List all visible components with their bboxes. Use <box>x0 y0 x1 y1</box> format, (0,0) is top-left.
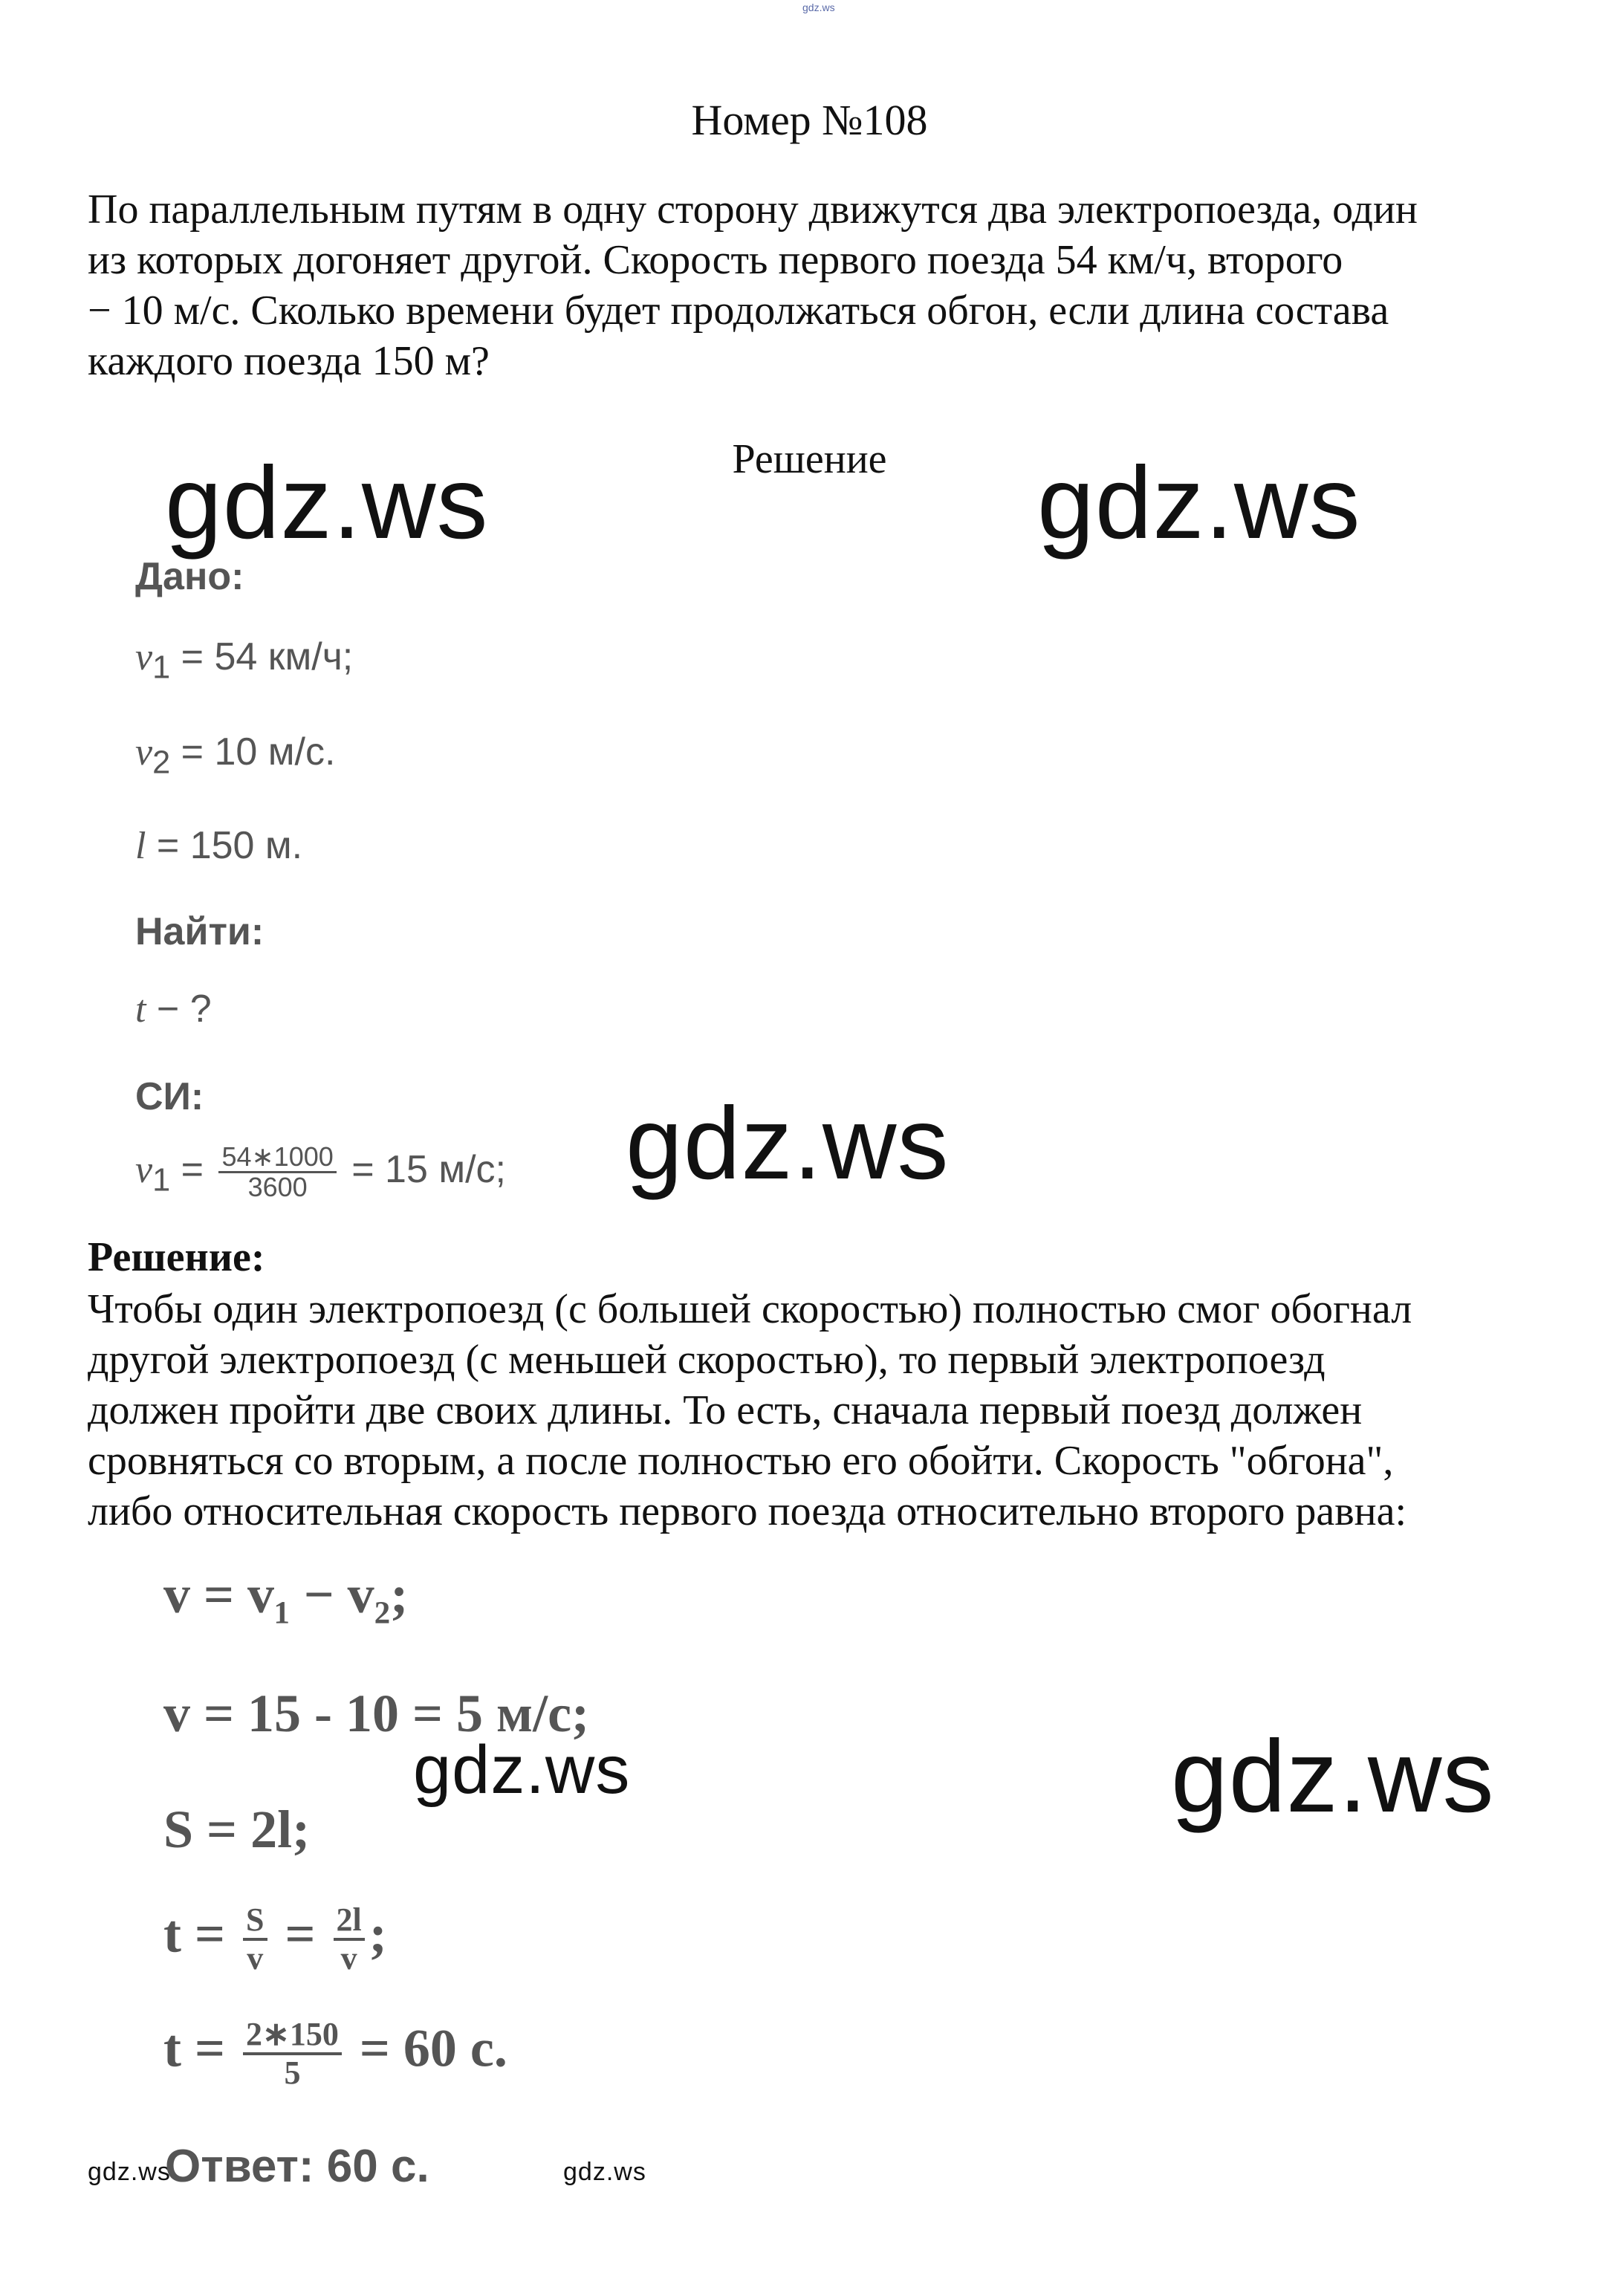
fraction: $\frac{2∗150}{5}$ <box>243 2017 342 2091</box>
watermark: gdz.ws <box>1037 446 1361 560</box>
body-line: Чтобы один электропоезд (с большей скоростью) полностью смог обогнал <box>88 1286 1412 1332</box>
body-heading: Решение: <box>88 1234 265 1280</box>
find-value: t − ? <box>135 988 212 1031</box>
watermark: gdz.ws <box>165 446 489 560</box>
body-line: либо относительная скорость первого поезда относительно второго равна: <box>88 1488 1407 1534</box>
formula-distance: S = 2l; <box>163 1800 311 1859</box>
watermark: gdz.ws <box>563 2158 646 2186</box>
problem-line: из которых догоняет другой. Скорость первого поезда 54 км/ч, второго <box>88 237 1343 283</box>
watermark: gdz.ws <box>626 1086 950 1201</box>
formula-speed-value: v = 15 - 10 = 5 м/с; <box>163 1684 590 1743</box>
body-line: сровняться со вторым, а после полностью его обойти. Скорость "обгона", <box>88 1438 1394 1484</box>
page-title: Номер №108 <box>691 96 928 144</box>
given-l: l = 150 м. <box>135 824 303 867</box>
given-label: Дано: <box>135 555 244 598</box>
fraction: $\frac{S}{v}$ <box>243 1902 267 1976</box>
body-line: другой электропоезд (с меньшей скоростью), то первый электропоезд <box>88 1337 1326 1383</box>
solution-explanation <box>88 1284 1544 1537</box>
solution-heading: Решение <box>732 436 887 482</box>
si-label: СИ: <box>135 1075 204 1118</box>
watermark: gdz.ws <box>88 2158 171 2186</box>
formula-time: t = $\frac{S}{v}$ = $\frac{2l}{v}$ ; <box>163 1901 387 1976</box>
problem-line: По параллельным путям в одну сторону движутся два электропоезда, один <box>88 187 1418 233</box>
given-v1: $v_1 = 54$ км/ч; <box>135 635 354 686</box>
given-v2: $v_2 = 10$ м/с. <box>135 730 336 781</box>
formula-relative-speed: v = v₁ − v₂; <box>163 1565 409 1624</box>
formula-time-value: t = $\frac{2∗150}{5}$ = 60 с. <box>163 2016 507 2091</box>
answer: Ответ: 60 с. <box>165 2141 429 2192</box>
si-fraction: $\frac{54∗1000}{3600}$ <box>218 1143 336 1201</box>
fraction: $\frac{2l}{v}$ <box>334 1902 365 1976</box>
problem-line: − 10 м/с. Сколько времени будет продолжаться обгон, если длина состава <box>88 288 1389 334</box>
watermark: gdz.ws <box>413 1732 631 1808</box>
problem-statement <box>88 184 1544 386</box>
find-label: Найти: <box>135 910 265 953</box>
watermark: gdz.ws <box>1171 1719 1495 1834</box>
problem-line: каждого поезда 150 м? <box>88 338 490 384</box>
si-conversion: $v_1$ = $\frac{54∗1000}{3600}$ = 15 м/с; <box>135 1141 506 1202</box>
body-line: должен пройти две своих длины. То есть, сначала первый поезд должен <box>88 1387 1363 1433</box>
top-watermark: gdz.ws <box>802 1 835 13</box>
